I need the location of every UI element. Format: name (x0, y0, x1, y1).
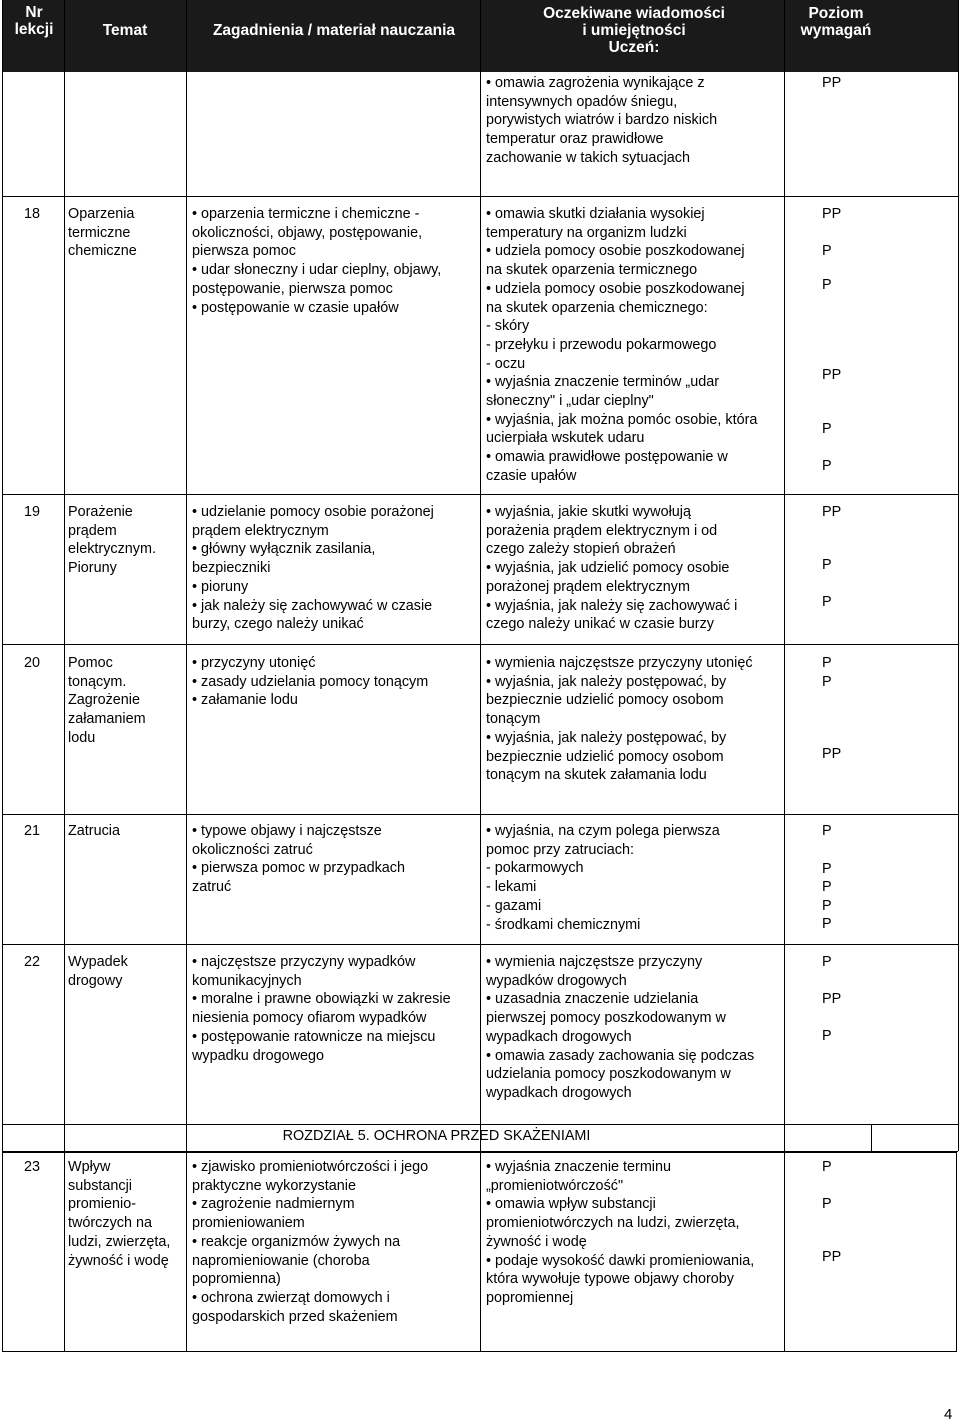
grid-line (186, 0, 187, 1151)
header-nr: Nr lekcji (14, 4, 54, 38)
level-badge: P (822, 594, 832, 610)
level-badge: P (822, 655, 832, 671)
level-badge: P (822, 674, 832, 690)
grid-line (480, 0, 481, 1151)
cont-expectations: • omawia zagrożenia wynikające z intensywnych opadów śniegu, porywistych wiatrów i bardzo niskich temperatur oraz prawidłowe zachowanie w takich sytuacjach (486, 75, 718, 166)
header-oczekiwane: Oczekiwane wiadomości i umiejętności Uczeń: (543, 5, 725, 56)
level-badge: P (822, 823, 832, 839)
lesson-expectations: • wyjaśnia, na czym polega pierwsza pomoc przy zatruciach: - pokarmowych - lekami - gazami - środkami chemicznymi (486, 823, 720, 933)
level-badge: P (822, 916, 832, 932)
level-badge: PP (822, 991, 842, 1007)
row-divider (2, 644, 958, 645)
grid-line (2, 0, 3, 1151)
level-badge: PP (822, 746, 842, 762)
page-number: 4 (944, 1406, 953, 1423)
grid-line (958, 0, 959, 1151)
lesson-topic: Porażenie prądem elektrycznym. Pioruny (68, 504, 156, 577)
lesson-content: • najczęstsze przyczyny wypadków komunikacyjnych • moralne i prawne obowiązki w zakresie niesienia pomocy ofiarom wypadków • postępowanie ratownicze na miejscu wypadku drogowego (192, 954, 451, 1064)
level-badge: PP (822, 367, 842, 383)
level-badge: P (822, 954, 832, 970)
level-badge: P (822, 277, 832, 293)
lesson-topic: Wypadek drogowy (68, 954, 128, 989)
level-badge: PP (822, 1249, 842, 1265)
lesson-number: 22 (24, 954, 41, 970)
lesson-number: 23 (24, 1159, 41, 1175)
grid-line (480, 1152, 481, 1352)
section-title: ROZDZIAŁ 5. OCHRONA PRZED SKAŻENIAMI (282, 1128, 591, 1144)
level-badge: P (822, 898, 832, 914)
lesson-number: 19 (24, 504, 41, 520)
lesson-content: • typowe objawy i najczęstsze okoliczności zatruć • pierwsza pomoc w przypadkach zatruć (192, 823, 405, 896)
row-divider (2, 494, 958, 495)
level-badge: P (822, 879, 832, 895)
row-divider (2, 196, 958, 197)
header-poziom: Poziom wymagań (800, 5, 872, 39)
lesson-content: • udzielanie pomocy osobie porażonej prądem elektrycznym • główny wyłącznik zasilania, bezpieczniki • pioruny • jak należy się zachowywać w czasie burzy, czego należy unikać (192, 504, 434, 633)
row-divider (2, 814, 958, 815)
level-badge: PP (822, 504, 842, 520)
header-zagadnienia: Zagadnienia / materiał nauczania (212, 22, 456, 39)
level-badge: P (822, 861, 832, 877)
lesson-expectations: • wymienia najczęstsze przyczyny wypadków drogowych • uzasadnia znaczenie udzielania pierwszej pomocy poszkodowanym w wypadkach drogowych • omawia zasady zachowania się podczas udzielania pomocy poszkodowanym w wypadkach drogowych (486, 954, 755, 1101)
level-badge: P (822, 243, 832, 259)
lesson-expectations: • omawia skutki działania wysokiej temperatury na organizm ludzki • udziela pomocy osobie poszkodowanej na skutek oparzenia termicznego • udziela pomocy osobie poszkodowanej na skutek oparzenia chemicznego: - skóry - przełyku i przewodu pokarmowego - oczu • wyjaśnia znaczenie terminów „udar słoneczny" i „udar cieplny" • wyjaśnia, jak można pomóc osobie, która ucierpiała wskutek udaru • omawia prawidłowe postępowanie w czasie upałów (486, 206, 758, 484)
grid-line (64, 0, 65, 1151)
lesson-topic: Zatrucia (68, 823, 120, 839)
lesson-number: 20 (24, 655, 41, 671)
lesson-topic: Wpływ substancji promienio- twórczych na ludzi, zwierzęta, żywność i wodę (68, 1159, 171, 1269)
lesson-number: 21 (24, 823, 41, 839)
lesson-number: 18 (24, 206, 41, 222)
level-badge: P (822, 1159, 832, 1175)
lesson-expectations: • wyjaśnia, jakie skutki wywołują porażenia prądem elektrycznym i od czego zależy stopień obrażeń • wyjaśnia, jak udzielić pomocy osobie porażonej prądem elektrycznym • wyjaśnia, jak należy się zachowywać i czego należy unikać w czasie burzy (486, 504, 738, 633)
row-divider (2, 944, 958, 945)
lesson-topic: Oparzenia termiczne chemiczne (68, 206, 137, 260)
level-badge: P (822, 1196, 832, 1212)
lesson-expectations: • wyjaśnia znaczenie terminu „promieniotwórczość" • omawia wpływ substancji promieniotwórczych na ludzi, zwierzęta, żywność i wodę • podaje wysokość dawki promieniowania, która wywołuje typowe objawy choroby popromiennej (486, 1159, 755, 1306)
lesson-content: • przyczyny utonięć • zasady udzielania pomocy tonącym • załamanie lodu (192, 655, 429, 709)
header-temat: Temat (102, 22, 148, 39)
lesson-topic: Pomoc tonącym. Zagrożenie załamaniem lodu (68, 655, 146, 746)
grid-line (64, 1152, 65, 1352)
grid-line (784, 1152, 785, 1352)
level-badge: P (822, 557, 832, 573)
grid-line (784, 0, 785, 1151)
level-badge: P (822, 1028, 832, 1044)
lesson-content: • oparzenia termiczne i chemiczne - okoliczności, objawy, postępowanie, pierwsza pomoc • udar słoneczny i udar cieplny, objawy, postępowanie, pierwsza pomoc • postępowanie w czasie upałów (192, 206, 442, 316)
grid-line (186, 1152, 187, 1352)
lesson-expectations: • wymienia najczęstsze przyczyny utonięć • wyjaśnia, jak należy postępować, by bezpiecznie udzielić pomocy osobom tonącym • wyjaśnia, jak należy postępować, by bezpiecznie udzielić pomocy osobom tonącym na skutek załamania lodu (486, 655, 753, 784)
level-badge: P (822, 458, 832, 474)
lesson-content: • zjawisko promieniotwórczości i jego praktyczne wykorzystanie • zagrożenie nadmiernym promieniowaniem • reakcje organizmów żywych na napromieniowanie (choroba popromienna) • ochrona zwierząt domowych i gospodarskich przed skażeniem (192, 1159, 429, 1325)
level-badge: PP (822, 206, 842, 222)
level-badge: P (822, 421, 832, 437)
level-badge: PP (822, 75, 842, 91)
